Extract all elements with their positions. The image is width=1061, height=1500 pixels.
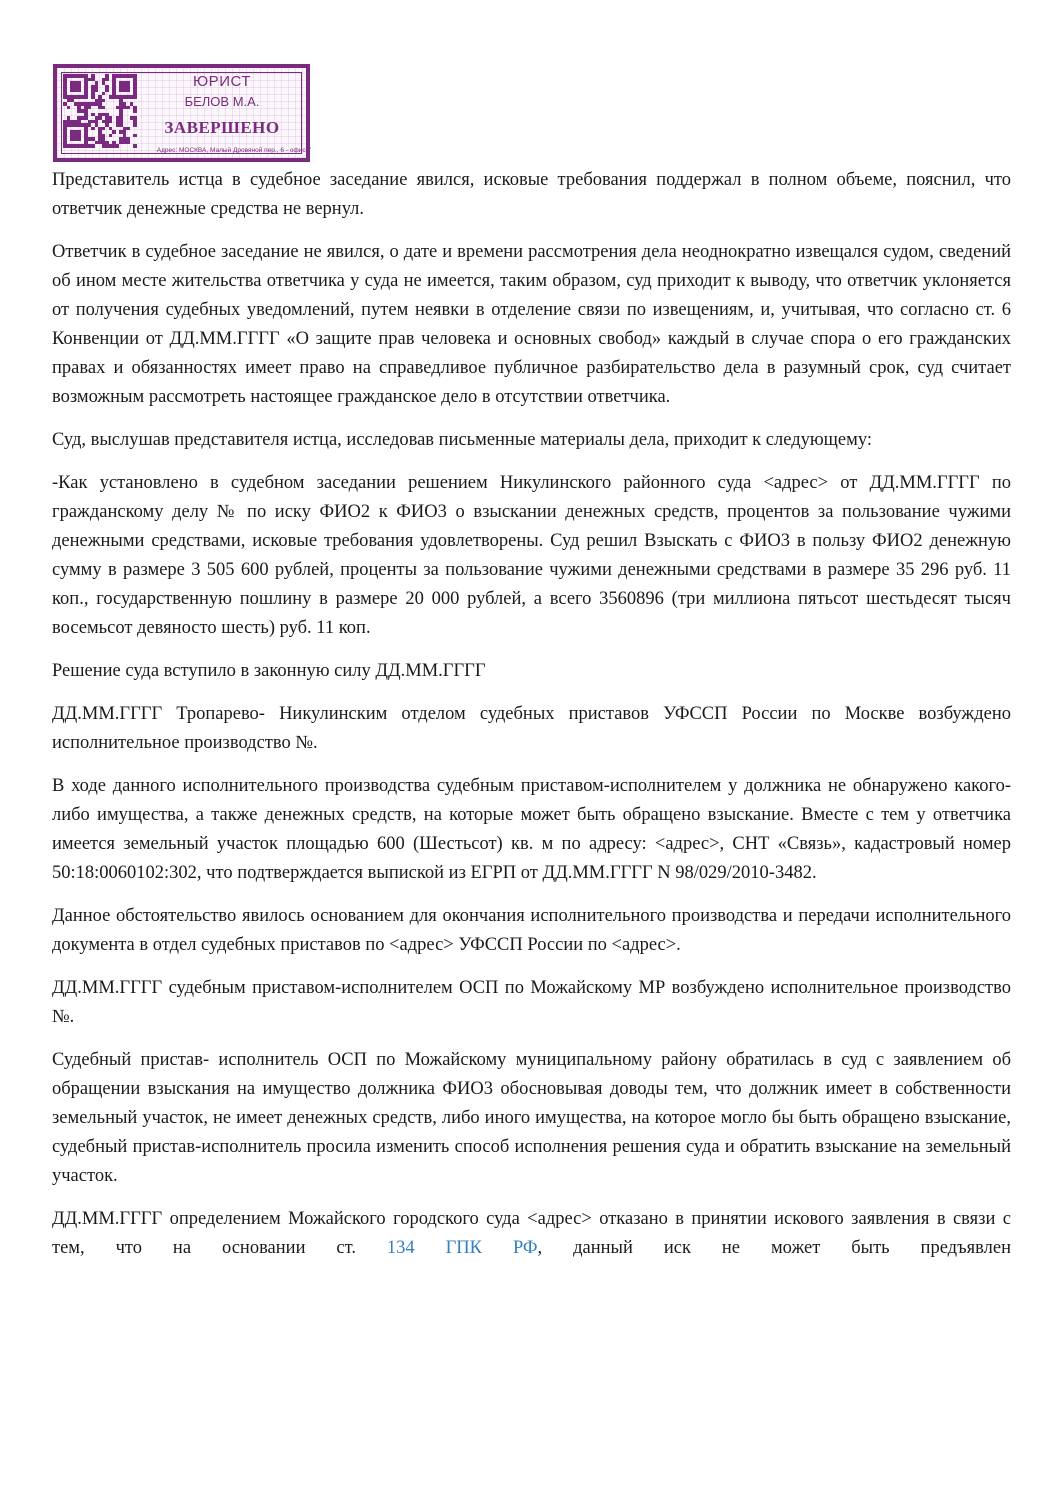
paragraph: Суд, выслушав представителя истца, исследовав письменные материалы дела, приходит к следующему: xyxy=(52,430,872,450)
stamp-name: БЕЛОВ М.А. xyxy=(184,94,260,109)
law-link[interactable]: 134 ГПК РФ xyxy=(386,1238,538,1258)
paragraph: ДД.ММ.ГГГГ Тропарево- Никулинским отделом судебных приставов УФССП России по Москве возбуждено исполнительное производство №. xyxy=(52,704,1011,753)
paragraph: Представитель истца в судебное заседание явился, исковые требования поддержал в полном объеме, пояснил, что ответчик денежные средства не вернул. xyxy=(52,170,1011,219)
paragraph-text: , данный иск не может быть предъявлен xyxy=(537,1238,1011,1258)
paragraph: -Как установлено в судебном заседании решением Никулинского районного суда <адрес> от ДД.ММ.ГГГГ по гражданскому делу № по иску ФИО2 к ФИО3 о взыскании денежных средств, процентов за пользование чужими денежными средствами, исковые требования удовлетворены. Суд решил Взыскать с ФИО3 в пользу ФИО2 денежную сумму в размере 3 505 600 рублей, проценты за пользование чужими денежными средствами в размере 35 296 руб. 11 коп., государственную пошлину в размере 20 000 рублей, а всего 3560896 (три миллиона пятьсот шестьдесят тысяч восемьсот девяносто шесть) руб. 11 коп. xyxy=(52,473,1011,638)
paragraph: В ходе данного исполнительного производства судебным приставом-исполнителем у должника не обнаружено какого-либо имущества, а также денежных средств, на которые может быть обращено взыскание. Вместе с тем у ответчика имеется земельный участок площадью 600 (Шестьсот) кв. м по адресу: <адрес>, СНТ «Связь», кадастровый номер 50:18:0060102:302, что подтверждается выпиской из ЕГРП от ДД.ММ.ГГГГ N 98/029/2010-3482. xyxy=(52,776,1011,883)
paragraph-text: ДД.ММ.ГГГГ определением Можайского городского суда <адрес> отказано в принятии искового заявления в связи с тем, что на основании ст. xyxy=(52,1209,1011,1258)
paragraph: Ответчик в судебное заседание не явился, о дате и времени рассмотрения дела неоднократно извещался судом, сведений об ином месте жительства ответчика у суда не имеется, таким образом, суд приходит к выводу, что ответчик уклоняется от получения судебных уведомлений, путем неявки в отделение связи по извещениям, и, учитывая, что согласно ст. 6 Конвенции от ДД.ММ.ГГГГ «О защите прав человека и основных свобод» каждый в случае спора о его гражданских правах и обязанностях имеет право на справедливое публичное разбирательство дела в разумный срок, суд считает возможным рассмотреть настоящее гражданское дело в отсутствии ответчика. xyxy=(52,242,1011,407)
paragraph: Решение суда вступило в законную силу ДД.ММ.ГГГГ xyxy=(52,661,486,681)
paragraph: Данное обстоятельство явилось основанием для окончания исполнительного производства и передачи исполнительного документа в отдел судебных приставов по <адрес> УФССП России по <адрес>. xyxy=(52,906,1011,955)
stamp-address: Адрес: МОСКВА, Малый Дровяной пер., 6 - офис 7 xyxy=(156,147,311,154)
stamp-title: ЮРИСТ xyxy=(193,73,251,90)
paragraph: ДД.ММ.ГГГГ судебным приставом-исполнителем ОСП по Можайскому МР возбуждено исполнительное производство №. xyxy=(52,978,1011,1027)
lawyer-stamp xyxy=(53,64,310,162)
paragraph: Судебный пристав- исполнитель ОСП по Можайскому муниципальному району обратилась в суд с заявлением об обращении взыскания на имущество должника ФИО3 обосновывая доводы тем, что должник имеет в собственности земельный участок, не имеет денежных средств, либо иного имущества, на которое могло бы быть обращено взыскание, судебный пристав-исполнитель просила изменить способ исполнения решения суда и обратить взыскание на земельный участок. xyxy=(52,1050,1011,1186)
paragraph-last xyxy=(52,1205,1011,1263)
stamp-status: ЗАВЕРШЕНО xyxy=(164,118,280,137)
document-body xyxy=(52,166,1011,1277)
qr-code-icon xyxy=(63,74,137,148)
